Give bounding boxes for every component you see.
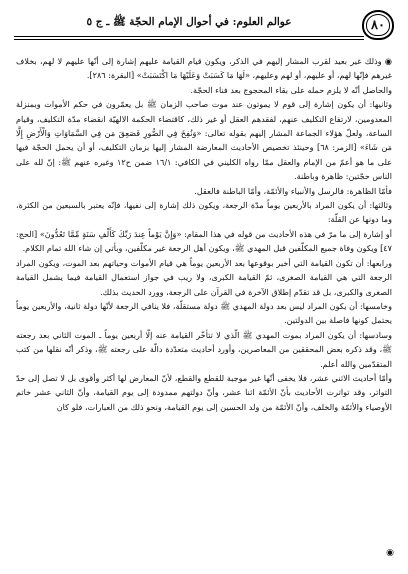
running-title: عوالم العلوم: في أحوال الإمام الحجّة ﷺ ـ ج ٥ — [86, 16, 292, 28]
header-rule-thin — [14, 39, 364, 40]
document-page — [14, 10, 394, 566]
page-number-badge: ٨٠ — [362, 10, 394, 40]
page-header — [14, 10, 394, 40]
paragraph: وثانيها: أن يكون إشارة إلى قوم لا يموتون عند موت صاحب الزمان ﷺ بل يعمّرون في حكم الأموات وبمنزلة المعدومين، لارتفاع التكليف عنهم، لفقدهم العقل أو غير ذلك، كاقتضاء الحكمة الالهيّة انقضاء مدّة التكليف، وقيام الساعة، ولعلّ هؤلاء الجماعة المشار إليهم بقوله تعالى: «وَنُفِخَ فِي الصُّورِ فَصَعِقَ مَن فِي السَّمَاوَاتِ وَالْأَرْضِ إِلَّا مَن شَاءَ» [الزمر: ٦٨] وحينئذ تخصيص الأحاديث المعارضة المشار إليها بزمان التكليف، أو أن يحمل الحجّة فيها على ما هو أعمّ من الإمام والعقل ممّا رواه الكليني في الكافي: ١٦/١ ضمن ح١٢ وغيره عنهم ﷺ: إنّ لله على الناس حجّتين: ظاهرة وباطنة. — [16, 99, 393, 182]
paragraph: وأمّا أحاديث الاثني عشر، فلا يخفى أنّها غير موجبة للقطع والقطع، لأنّ المعارض لها أكثر وأقوى بل لا تصل إلى حدّ التواتر، وقد تواترت الأحاديث بأنّ الأئمّة اثنا عشر، وأنّ دولتهم ممدودة إلى يوم القيامة، وأنّ الثاني عشر خاتم الأوصياء والأئمّة والخلف، وأنّ الأئمّة من ولد الحسين إلى يوم القيامة، ونحو ذلك من العبارات، فلو كان — [16, 372, 392, 412]
paragraph: أو إشارة إلى ما مرّ في هذه الأحاديث من قوله في هذا المقام: «وَإِنَّ يَوْماً عِندَ رَبِّكَ كَأَلْفِ سَنَةٍ مِّمَّا تَعُدُّونَ» [الحج: ٤٧] ويكون وفاة جميع المكلّفين قبل المهدي ﷺ، ويكون أهل الرجعة غير مكلّفين، وبأتي إن شاء الله تمام الكلام. — [16, 228, 392, 254]
paragraph: وسادسها: أن يكون المراد بموت المهدي ﷺ الّذي لا تتأخّر القيامة عنه إلّا أربعين يوماً ـ الموت الثاني بعد رجعته ﷺ، وقد ذكره بعض المحققين من المعاصرين، وأورد أحاديث متعدّدة دالّة على رجعته ﷺ، وذكر أنّه نقلها من كتب المتقدّمين والله أعلم. — [16, 329, 392, 369]
paragraph: والحاصل أنّه لا يلزم حمله على بقاء المحجوج بعد فناء الحجّة. — [190, 84, 392, 95]
paragraph: وخامسها: أن يكون المراد ليس بعد دولة المهدي ﷺ دولة مستقلّة، فلا ينافي الرجعة لأنّها دولة ثانية، والأربعين يوماً يحتمل كونها فاصلة بين الدولتين. — [16, 300, 392, 326]
paragraph: وثالثها: أن يكون المراد بالأربعين يوماً مدّة الرجعة، ويكون ذلك إشارة إلى نفيها، فإنّه يعتبر بالسبعين من الكثرة، وما دونها عن القلّة: — [16, 200, 392, 225]
paragraph: ورابعها: أن تكون القيامة التي أخبر بوقوعها بعد الأربعين يوماً هي قيام الأموات وحياتهم بعد الموت، ويكون المراد الرجعة التي هي القيامة الصغرى، ثمّ القيامة الكبرى، ولا ريب في جواز استعمال القيامة فيما يشمل القيامة الصغرى والكبرى، بل قد تقدّم إطلاق الآخرة في القرآن على الرجعة، وورد الحديث بذلك. — [16, 257, 392, 297]
paragraph: فأمّا الظاهرة: فالرسل والأنبياء والأئمّة، وأمّا الباطنة فالعقل. — [194, 185, 392, 196]
paragraph: ◉ وذلك غير بعيد لقرب المشار إليهم في الذكر، ويكون قيام القيامة عليهم إشارة إلى أنّها عليهم لا لهم، بخلاف غيرهم فإنّها لهم، أو عليهم، أو لهم وعليهم، «لَهَا مَا كَسَبَتْ وَعَلَيْهَا مَا اكْتَسَبَتْ» [البقرة: ٢٨٦]. — [16, 56, 392, 81]
header-rule — [14, 36, 364, 37]
body-text — [16, 54, 392, 414]
footer-bullet-icon: ◉ — [386, 548, 394, 558]
